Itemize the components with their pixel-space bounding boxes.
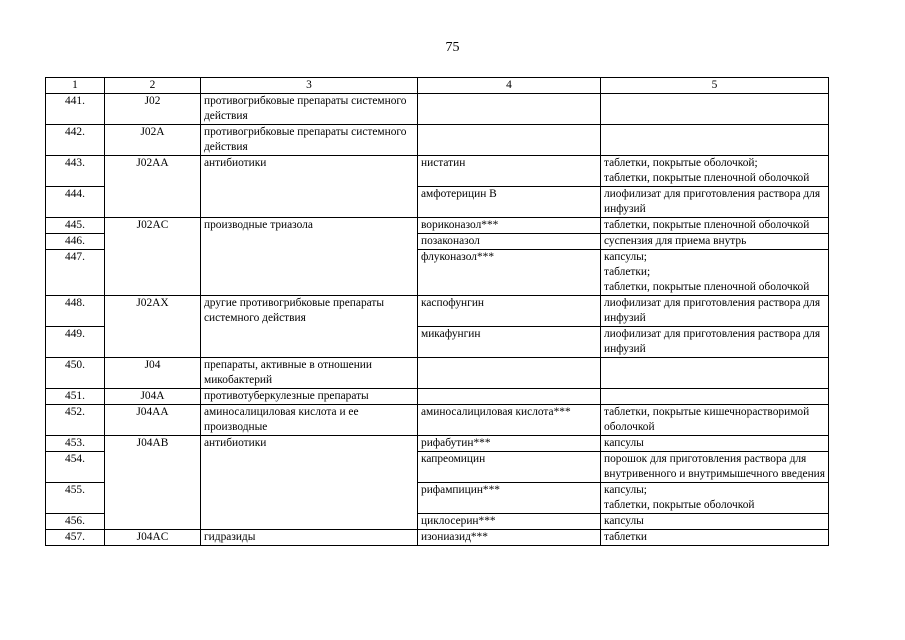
drug-name [418, 389, 601, 405]
header-col-2: 2 [105, 78, 201, 94]
atc-code: J02AA [105, 156, 201, 218]
group-name: антибиотики [201, 436, 418, 530]
row-number: 449. [46, 327, 105, 358]
header-col-4: 4 [418, 78, 601, 94]
row-number: 447. [46, 250, 105, 296]
row-number: 450. [46, 358, 105, 389]
table-row [46, 94, 829, 125]
table-row [46, 156, 829, 187]
dosage-forms [601, 94, 829, 125]
row-number: 452. [46, 405, 105, 436]
atc-code: J02AX [105, 296, 201, 358]
row-number: 445. [46, 218, 105, 234]
page-number: 75 [445, 40, 460, 55]
table-row [46, 296, 829, 327]
atc-code: J04AC [105, 530, 201, 546]
drug-name: капреомицин [418, 452, 601, 483]
form-line: таблетки, покрытые пленочной оболочкой [604, 281, 810, 293]
drug-table [45, 77, 829, 546]
dosage-forms: капсулы [601, 436, 829, 452]
dosage-forms: суспензия для приема внутрь [601, 234, 829, 250]
table-row [46, 405, 829, 436]
row-number: 455. [46, 483, 105, 514]
dosage-forms: лиофилизат для приготовления раствора для инфузий [601, 327, 829, 358]
form-line: таблетки, покрытые пленочной оболочкой [604, 172, 810, 184]
row-number: 441. [46, 94, 105, 125]
dosage-forms [601, 156, 829, 187]
drug-name: флуконазол*** [418, 250, 601, 296]
row-number: 446. [46, 234, 105, 250]
row-number: 444. [46, 187, 105, 218]
form-line: капсулы; [604, 251, 647, 263]
drug-name [418, 125, 601, 156]
dosage-forms: лиофилизат для приготовления раствора для инфузий [601, 187, 829, 218]
row-number: 456. [46, 514, 105, 530]
drug-name: микафунгин [418, 327, 601, 358]
row-number: 448. [46, 296, 105, 327]
dosage-forms: таблетки, покрытые кишечнорастворимой оболочкой [601, 405, 829, 436]
dosage-forms [601, 483, 829, 514]
row-number: 443. [46, 156, 105, 187]
header-col-3: 3 [201, 78, 418, 94]
atc-code: J02 [105, 94, 201, 125]
atc-code: J04AA [105, 405, 201, 436]
group-name: аминосалициловая кислота и ее производные [201, 405, 418, 436]
group-name: противогрибковые препараты системного действия [201, 125, 418, 156]
row-number: 453. [46, 436, 105, 452]
form-line: таблетки, покрытые оболочкой; [604, 157, 758, 169]
row-number: 454. [46, 452, 105, 483]
drug-name: нистатин [418, 156, 601, 187]
row-number: 442. [46, 125, 105, 156]
dosage-forms: капсулы [601, 514, 829, 530]
dosage-forms [601, 358, 829, 389]
drug-name: рифампицин*** [418, 483, 601, 514]
atc-code: J04AB [105, 436, 201, 530]
form-line: таблетки; [604, 266, 651, 278]
group-name: антибиотики [201, 156, 418, 218]
dosage-forms: лиофилизат для приготовления раствора для инфузий [601, 296, 829, 327]
table-row [46, 389, 829, 405]
group-name: противогрибковые препараты системного действия [201, 94, 418, 125]
drug-name: рифабутин*** [418, 436, 601, 452]
table-row [46, 218, 829, 234]
form-line: таблетки, покрытые оболочкой [604, 499, 755, 511]
atc-code: J04A [105, 389, 201, 405]
dosage-forms [601, 389, 829, 405]
dosage-forms: таблетки [601, 530, 829, 546]
row-number: 451. [46, 389, 105, 405]
drug-name: изониазид*** [418, 530, 601, 546]
group-name: противотуберкулезные препараты [201, 389, 418, 405]
drug-name: циклосерин*** [418, 514, 601, 530]
drug-name [418, 94, 601, 125]
header-col-5: 5 [601, 78, 829, 94]
table-row [46, 436, 829, 452]
header-row [46, 78, 829, 94]
group-name: производные триазола [201, 218, 418, 296]
drug-name: аминосалициловая кислота*** [418, 405, 601, 436]
atc-code: J02A [105, 125, 201, 156]
drug-name: позаконазол [418, 234, 601, 250]
header-col-1: 1 [46, 78, 105, 94]
drug-name: вориконазол*** [418, 218, 601, 234]
table-row [46, 358, 829, 389]
dosage-forms: порошок для приготовления раствора для внутривенного и внутримышечного введения [601, 452, 829, 483]
atc-code: J04 [105, 358, 201, 389]
drug-name: амфотерицин В [418, 187, 601, 218]
table-row [46, 125, 829, 156]
group-name: препараты, активные в отношении микобактерий [201, 358, 418, 389]
drug-name [418, 358, 601, 389]
drug-name: каспофунгин [418, 296, 601, 327]
group-name: гидразиды [201, 530, 418, 546]
dosage-forms [601, 125, 829, 156]
atc-code: J02AC [105, 218, 201, 296]
dosage-forms [601, 250, 829, 296]
group-name: другие противогрибковые препараты системного действия [201, 296, 418, 358]
form-line: капсулы; [604, 484, 647, 496]
table-row [46, 530, 829, 546]
row-number: 457. [46, 530, 105, 546]
dosage-forms: таблетки, покрытые пленочной оболочкой [601, 218, 829, 234]
